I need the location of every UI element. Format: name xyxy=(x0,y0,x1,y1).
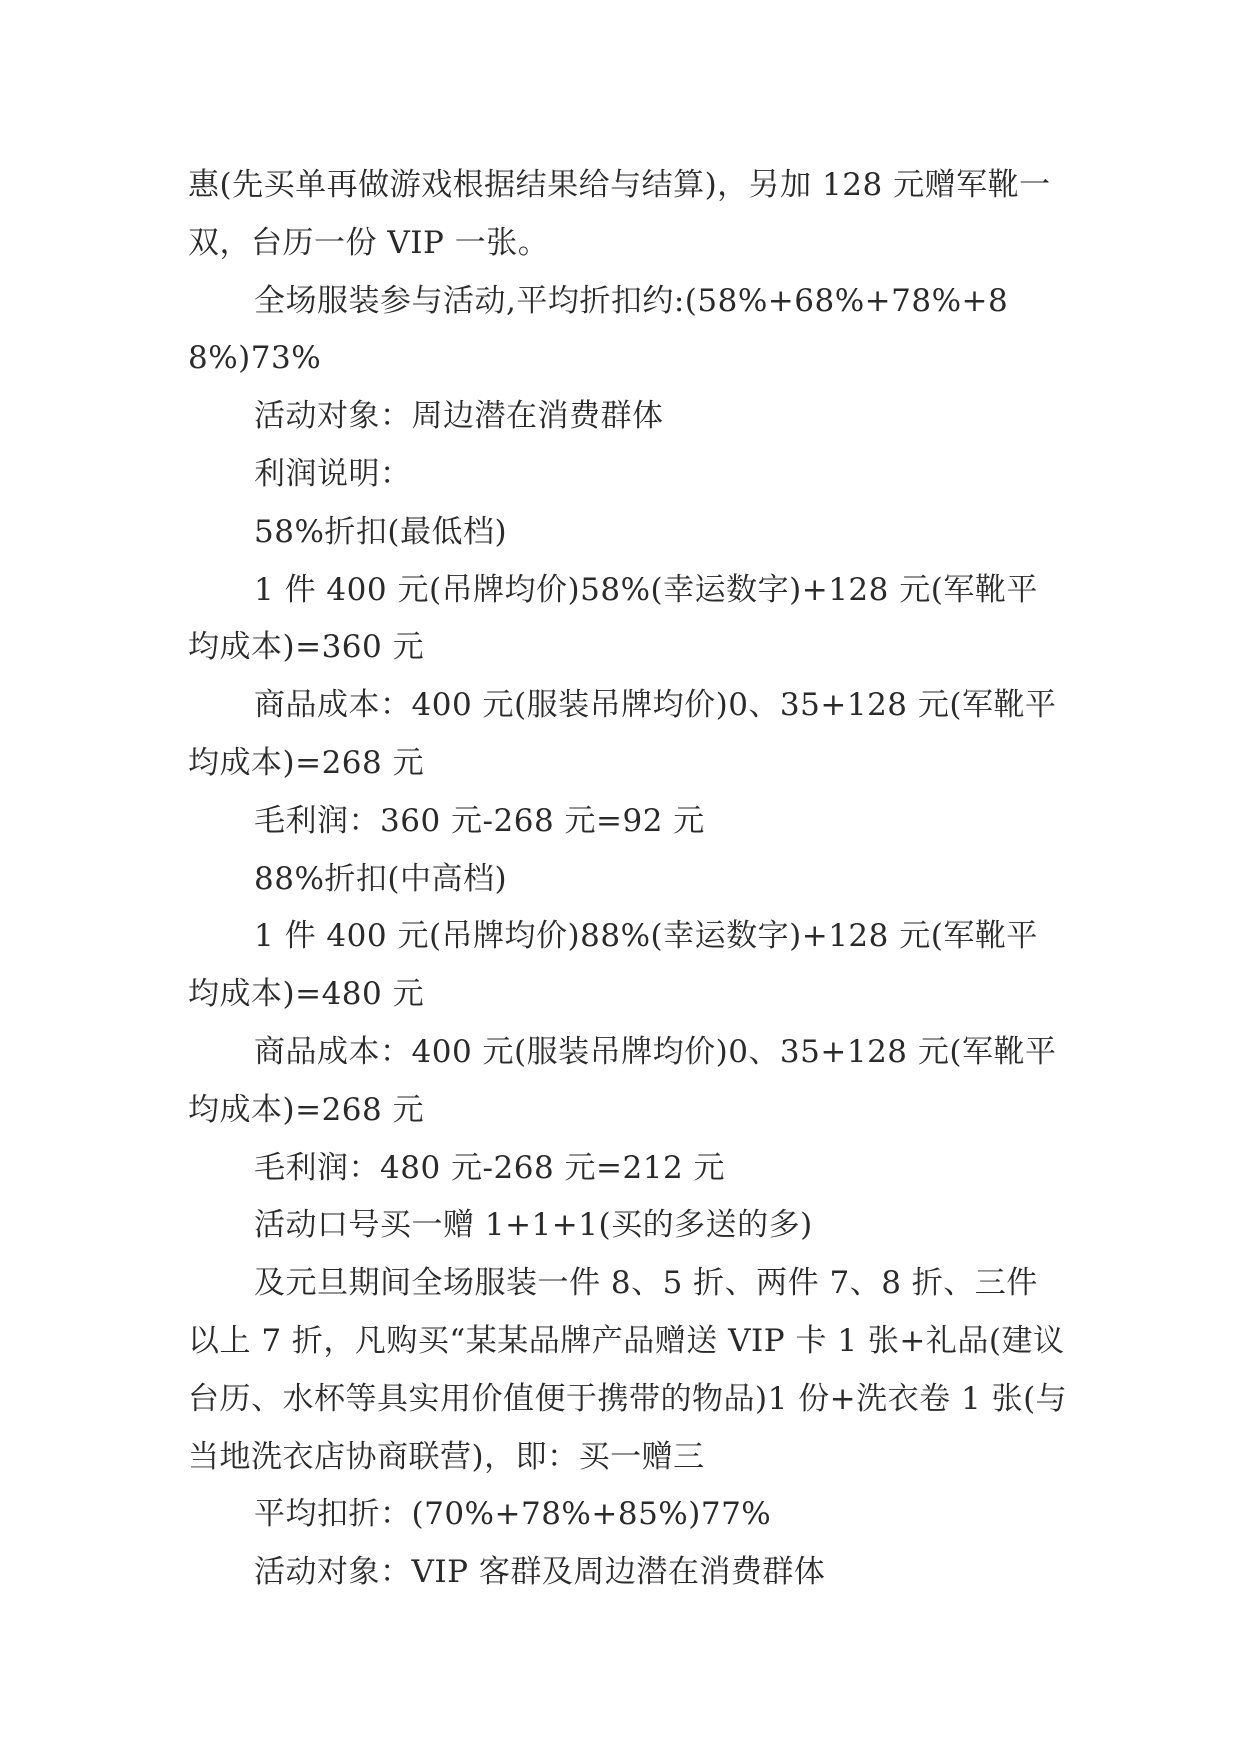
paragraph: 全场服装参与活动,平均折扣约:(58%+68%+78%+88%)73% xyxy=(188,282,1009,377)
paragraph: 惠(先买单再做游戏根据结果给与结算)，另加 128 元赠军靴一双，台历一份 VIP 一张。 xyxy=(188,167,1051,261)
paragraph: 活动对象：VIP 客群及周边潜在消费群体 xyxy=(254,1554,826,1591)
paragraph: 58%折扣(最低档) xyxy=(254,513,508,550)
paragraph: 毛利润：360 元-268 元=92 元 xyxy=(254,802,705,839)
paragraph: 商品成本：400 元(服装吊牌均价)0、35+128 元(军靴平均成本)=268 元 xyxy=(188,687,1057,781)
paragraph: 及元旦期间全场服装一件 8、5 折、两件 7、8 折、三件以上 7 折，凡购买“某某品牌产品赠送 VIP 卡 1 张+礼品(建议台历、水杯等具实用价值便于携带的物品)1 份+洗衣卷 1 张(与当地洗衣店协商联营)，即：买一赠三 xyxy=(188,1265,1068,1475)
paragraph: 活动口号买一赠 1+1+1(买的多送的多) xyxy=(254,1207,813,1244)
paragraph: 平均扣折：(70%+78%+85%)77% xyxy=(254,1496,772,1533)
paragraph: 毛利润：480 元-268 元=212 元 xyxy=(254,1149,726,1186)
paragraph: 商品成本：400 元(服装吊牌均价)0、35+128 元(军靴平均成本)=268 元 xyxy=(188,1033,1057,1128)
paragraph: 利润说明： xyxy=(254,455,412,492)
paragraph: 88%折扣(中高档) xyxy=(254,860,508,897)
paragraph: 1 件 400 元(吊牌均价)88%(幸运数字)+128 元(军靴平均成本)=480 元 xyxy=(188,918,1038,1013)
paragraph: 1 件 400 元(吊牌均价)58%(幸运数字)+128 元(军靴平均成本)=360 元 xyxy=(188,571,1038,666)
document-body xyxy=(188,157,1068,1602)
paragraph: 活动对象：周边潜在消费群体 xyxy=(254,398,664,435)
